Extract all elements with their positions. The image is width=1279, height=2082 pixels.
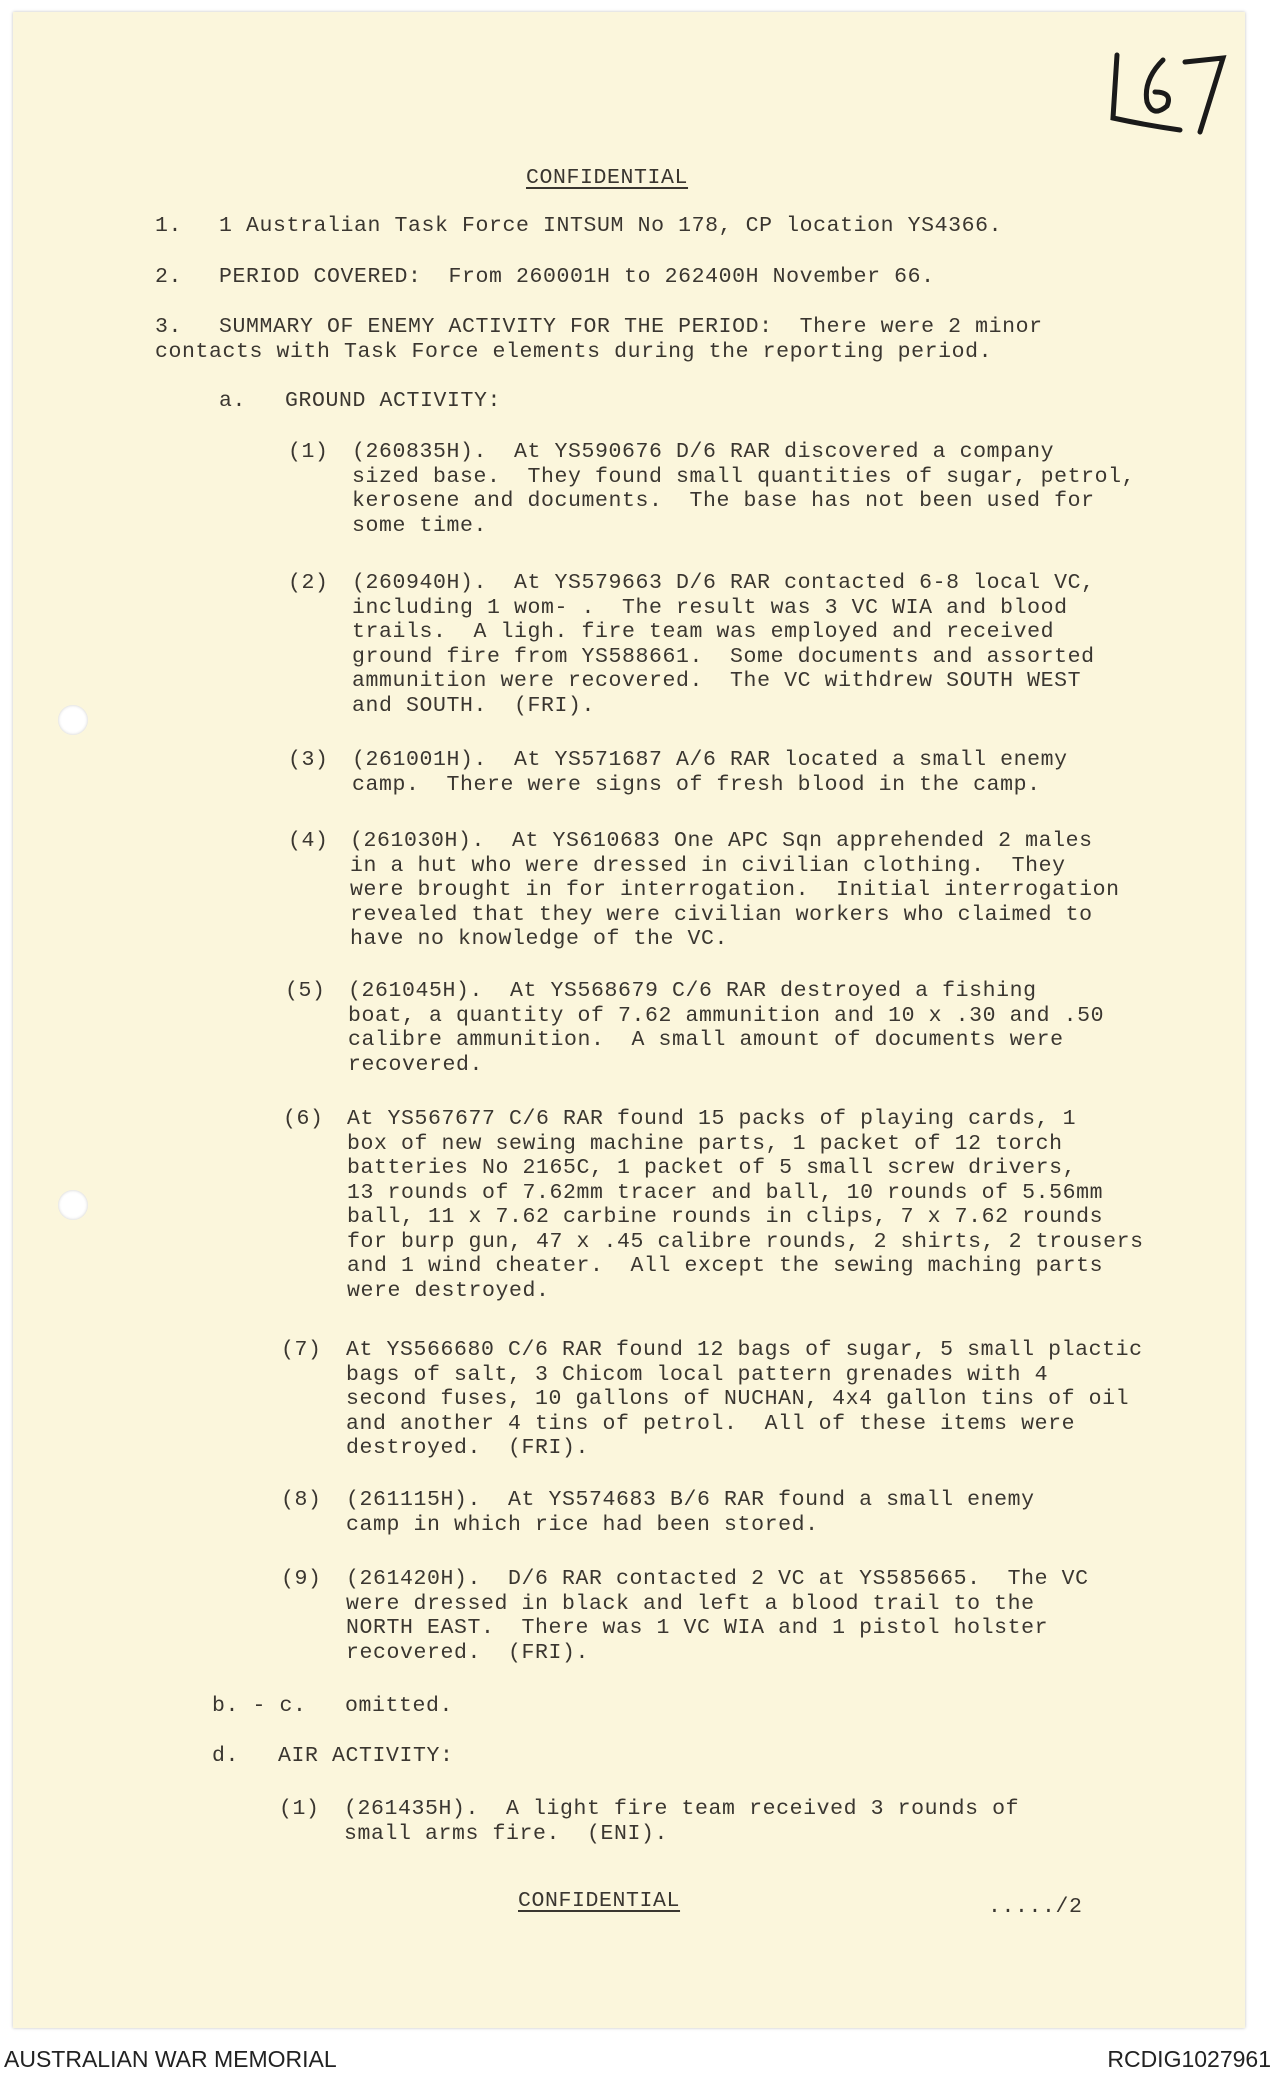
section-text bbox=[219, 214, 1002, 239]
classification-header: CONFIDENTIAL bbox=[526, 166, 689, 190]
continuation-marker: ...../2 bbox=[988, 1895, 1083, 1919]
text-line: were dressed in black and left a blood trail to the bbox=[346, 1591, 1035, 1616]
item-number: (7) bbox=[281, 1338, 322, 1362]
text-line: NORTH EAST. There was 1 VC WIA and 1 pistol holster bbox=[346, 1616, 1049, 1640]
subsection-letter: b. - c. bbox=[212, 1694, 307, 1718]
item-number: (5) bbox=[285, 979, 326, 1003]
text-line: ground fire from YS588661. Some documents and assorted bbox=[352, 644, 1095, 669]
archive-name: AUSTRALIAN WAR MEMORIAL bbox=[4, 2046, 337, 2072]
section-number: 1. bbox=[155, 214, 183, 238]
text-line: including 1 wom- . The result was 3 VC WIA and blood bbox=[352, 595, 1068, 620]
text-line: were destroyed. bbox=[347, 1278, 550, 1303]
text-line: destroyed. (FRI). bbox=[346, 1436, 590, 1460]
punch-hole bbox=[58, 705, 88, 735]
text-line: At YS567677 C/6 RAR found 15 packs of playing cards, 1 bbox=[347, 1107, 1077, 1131]
text-line: (260835H). At YS590676 D/6 RAR discovered a company bbox=[352, 440, 1055, 464]
item-number: (4) bbox=[288, 829, 329, 853]
text-line: and 1 wind cheater. All except the sewing maching parts bbox=[347, 1254, 1104, 1278]
ground-activity-item bbox=[346, 1567, 1089, 1665]
item-number: (9) bbox=[281, 1567, 322, 1591]
text-line: box of new sewing machine parts, 1 packet of 12 torch bbox=[347, 1131, 1063, 1156]
ground-activity-item bbox=[352, 571, 1095, 718]
item-number: (2) bbox=[288, 571, 329, 595]
air-activity-item bbox=[344, 1797, 1019, 1846]
text-line: (261435H). A light fire team received 3 rounds of bbox=[344, 1797, 1020, 1821]
archive-reference: RCDIG1027961 bbox=[1107, 2046, 1271, 2072]
text-line: boat, a quantity of 7.62 ammunition and 10 x .30 and .50 bbox=[348, 1003, 1105, 1028]
ground-activity-item bbox=[348, 979, 1104, 1077]
classification-footer: CONFIDENTIAL bbox=[518, 1889, 681, 1913]
text-line: small arms fire. (ENI). bbox=[344, 1821, 669, 1846]
section-number: 3. bbox=[155, 315, 183, 339]
item-number: (8) bbox=[281, 1488, 322, 1512]
text-line: and another 4 tins of petrol. All of these items were bbox=[346, 1411, 1076, 1436]
section-number: 2. bbox=[155, 265, 183, 289]
text-line: (260940H). At YS579663 D/6 RAR contacted 6-8 local VC, bbox=[352, 571, 1095, 595]
ground-activity-item bbox=[352, 440, 1135, 538]
item-number: (1) bbox=[288, 440, 329, 464]
omitted-note: omitted. bbox=[345, 1694, 454, 1718]
ground-activity-item bbox=[346, 1338, 1143, 1461]
item-number: (6) bbox=[283, 1107, 324, 1131]
ground-activity-item bbox=[347, 1107, 1144, 1303]
item-number: (3) bbox=[288, 748, 329, 772]
text-line: (261115H). At YS574683 B/6 RAR found a small enemy bbox=[346, 1488, 1035, 1512]
text-line: 1 Australian Task Force INTSUM No 178, CP location YS4366. bbox=[219, 214, 1003, 238]
subsection-letter: a. bbox=[219, 389, 247, 413]
text-line: calibre ammunition. A small amount of documents were bbox=[348, 1028, 1064, 1052]
subsection-heading: AIR ACTIVITY: bbox=[278, 1744, 454, 1768]
text-line: recovered. bbox=[348, 1052, 484, 1077]
item-number: (1) bbox=[279, 1797, 320, 1821]
text-line: have no knowledge of the VC. bbox=[350, 927, 729, 951]
text-line: for burp gun, 47 x .45 calibre rounds, 2 shirts, 2 trousers bbox=[347, 1229, 1144, 1254]
text-line: revealed that they were civilian workers who claimed to bbox=[350, 902, 1093, 927]
text-line: PERIOD COVERED: From 260001H to 262400H November 66. bbox=[219, 265, 935, 289]
text-line: SUMMARY OF ENEMY ACTIVITY FOR THE PERIOD: There were 2 minor bbox=[219, 315, 1043, 339]
text-line: ammunition were recovered. The VC withdrew SOUTH WEST bbox=[352, 669, 1082, 693]
text-line: and SOUTH. (FRI). bbox=[352, 693, 596, 718]
text-line: 13 rounds of 7.62mm tracer and ball, 10 rounds of 5.56mm bbox=[347, 1180, 1104, 1205]
section-text bbox=[219, 265, 935, 290]
text-line: ball, 11 x 7.62 carbine rounds in clips, 7 x 7.62 rounds bbox=[347, 1205, 1104, 1229]
ground-activity-item bbox=[346, 1488, 1035, 1537]
text-line: (261030H). At YS610683 One APC Sqn apprehended 2 males bbox=[350, 829, 1093, 853]
text-line: batteries No 2165C, 1 packet of 5 small screw drivers, bbox=[347, 1156, 1077, 1180]
text-line: camp in which rice had been stored. bbox=[346, 1512, 819, 1537]
text-line: (261420H). D/6 RAR contacted 2 VC at YS585665. The VC bbox=[346, 1567, 1089, 1591]
text-line: second fuses, 10 gallons of NUCHAN, 4x4 gallon tins of oil bbox=[346, 1387, 1130, 1411]
text-line: in a hut who were dressed in civilian clothing. They bbox=[350, 853, 1066, 878]
text-line: some time. bbox=[352, 513, 488, 538]
section-text-continuation: contacts with Task Force elements during the reporting period. bbox=[155, 340, 993, 364]
text-line: bags of salt, 3 Chicom local pattern grenades with 4 bbox=[346, 1362, 1049, 1387]
text-line: (261001H). At YS571687 A/6 RAR located a small enemy bbox=[352, 748, 1068, 772]
ground-activity-item bbox=[350, 829, 1120, 952]
text-line: (261045H). At YS568679 C/6 RAR destroyed a fishing bbox=[348, 979, 1037, 1003]
section-text bbox=[219, 315, 1043, 340]
ground-activity-item bbox=[352, 748, 1068, 797]
text-line: trails. A ligh. fire team was employed and received bbox=[352, 620, 1055, 644]
text-line: At YS566680 C/6 RAR found 12 bags of sugar, 5 small plactic bbox=[346, 1338, 1143, 1362]
subsection-letter: d. bbox=[212, 1744, 240, 1768]
handwritten-folio-number bbox=[1105, 40, 1230, 140]
text-line: sized base. They found small quantities of sugar, petrol, bbox=[352, 464, 1136, 489]
punch-hole bbox=[58, 1190, 88, 1220]
text-line: kerosene and documents. The base has not been used for bbox=[352, 489, 1095, 513]
text-line: recovered. (FRI). bbox=[346, 1640, 590, 1665]
text-line: camp. There were signs of fresh blood in the camp. bbox=[352, 772, 1041, 797]
text-line: were brought in for interrogation. Initial interrogation bbox=[350, 878, 1120, 902]
subsection-heading: GROUND ACTIVITY: bbox=[285, 389, 502, 413]
